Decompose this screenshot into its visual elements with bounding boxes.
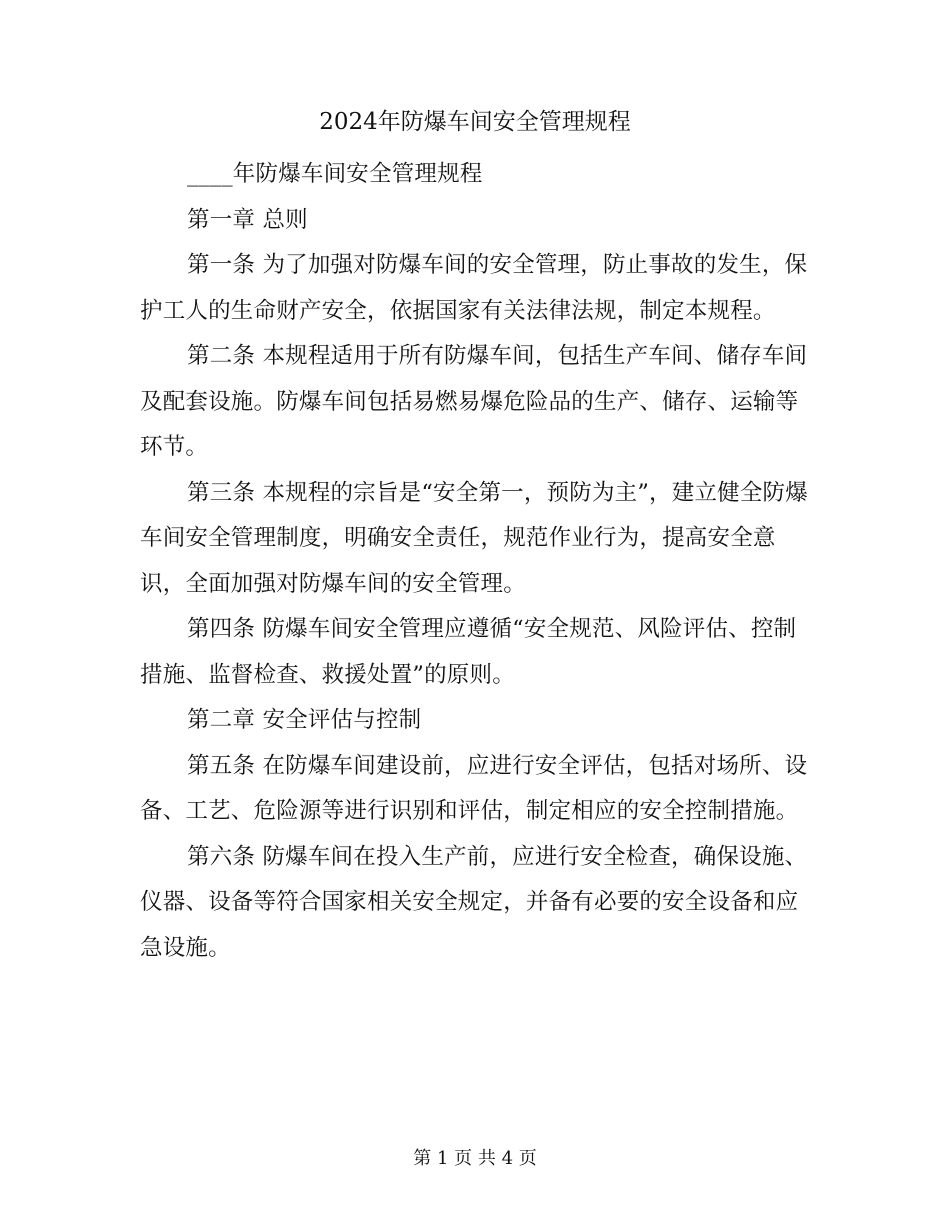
paragraph-chapter-1: 第一章 总则 xyxy=(187,206,308,233)
paragraph-article-1: 第一条 为了加强对防爆车间的安全管理，防止事故的发生，保护工人的生命财产安全，依据国家有关法律法规，制定本规程。 xyxy=(140,252,808,324)
document-body xyxy=(140,152,810,971)
paragraph-article-3: 第三条 本规程的宗旨是“安全第一，预防为主”，建立健全防爆车间安全管理制度，明确安全责任，规范作业行为，提高安全意识，全面加强对防爆车间的安全管理。 xyxy=(140,479,808,597)
document-title: 2024年防爆车间安全管理规程 xyxy=(319,109,631,135)
paragraph-article-2: 第二条 本规程适用于所有防爆车间，包括生产车间、储存车间及配套设施。防爆车间包括易燃易爆危险品的生产、储存、运输等环节。 xyxy=(140,343,808,460)
paragraph-chapter-2: 第二章 安全评估与控制 xyxy=(187,707,422,733)
paragraph-subtitle: ____年防爆车间安全管理规程 xyxy=(187,161,483,187)
paragraph-article-4: 第四条 防爆车间安全管理应遵循“安全规范、风险评估、控制措施、监督检查、救援处置”的原则。 xyxy=(140,616,797,688)
paragraph-article-6: 第六条 防爆车间在投入生产前，应进行安全检查，确保设施、仪器、设备等符合国家相关安全规定，并备有必要的安全设备和应急设施。 xyxy=(140,843,808,961)
page-footer: 第 1 页 共 4 页 xyxy=(413,1148,537,1169)
paragraph-article-5: 第五条 在防爆车间建设前，应进行安全评估，包括对场所、设备、工艺、危险源等进行识别和评估，制定相应的安全控制措施。 xyxy=(140,752,808,824)
